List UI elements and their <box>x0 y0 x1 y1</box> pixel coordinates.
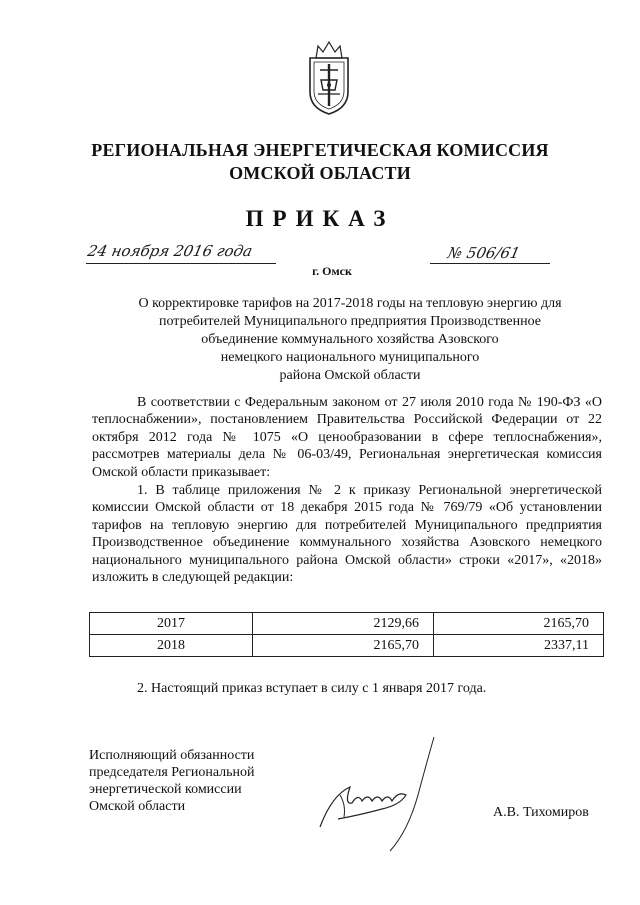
table-cell-value: 2165,70 <box>434 613 604 635</box>
preamble-paragraph: В соответствии с Федеральным законом от 27 июля 2010 года № 190-ФЗ «О теплоснабжении», постановлением Правительства Российской Федерации от 22 октября 2012 года № 1075 «О ценообразовании в сфере теплоснабжения», рассмотрев материалы дела № 06-03/49, Региональная энергетическая комиссия Омской области приказывает: <box>92 395 602 480</box>
document-type-title: ПРИКАЗ <box>245 206 395 231</box>
signer-position-line: энергетической комиссии <box>89 782 242 797</box>
item2-paragraph: 2. Настоящий приказ вступает в силу с 1 января 2017 года. <box>137 681 487 696</box>
subject-line: О корректировке тарифов на 2017-2018 годы на тепловую энергию для <box>138 296 562 311</box>
omsk-coat-of-arms-icon <box>306 40 352 116</box>
table-cell-year: 2018 <box>90 635 253 657</box>
subject-line: потребителей Муниципального предприятия Производственное <box>158 314 542 329</box>
subject-line: района Омской области <box>279 368 421 383</box>
organization-name-line2: ОМСКОЙ ОБЛАСТИ <box>229 163 411 183</box>
signer-position <box>89 747 255 815</box>
table-cell-value: 2337,11 <box>434 635 604 657</box>
table-row <box>90 613 604 635</box>
table-row <box>90 635 604 657</box>
table-cell-value: 2165,70 <box>253 635 434 657</box>
item1-paragraph: 1. В таблице приложения № 2 к приказу Региональной энергетической комиссии Омской области от 18 декабря 2015 года № 769/79 «Об установлении тарифов на тепловую энергию для потребителей Муниципального предприятия Производственное объединение коммунального хозяйства Азовского немецкого национального муниципального района Омской области» строки «2017», «2018» изложить в следующей редакции: <box>92 483 602 586</box>
organization-name-line1: РЕГИОНАЛЬНАЯ ЭНЕРГЕТИЧЕСКАЯ КОМИССИЯ <box>91 140 549 160</box>
city-label: г. Омск <box>312 264 352 278</box>
signer-position-line: председателя Региональной <box>89 765 255 780</box>
handwritten-signature-icon <box>310 735 450 855</box>
subject-line: объединение коммунального хозяйства Азовского <box>201 332 499 347</box>
table-cell-value: 2129,66 <box>253 613 434 635</box>
signer-position-line: Исполняющий обязанности <box>89 748 255 763</box>
handwritten-number: № 506/61 <box>446 244 522 262</box>
signer-name: А.В. Тихомиров <box>493 805 589 820</box>
handwritten-date: 24 ноября 2016 года <box>86 242 255 260</box>
order-subject <box>120 295 580 385</box>
tariff-table <box>89 612 604 657</box>
signer-position-line: Омской области <box>89 799 186 814</box>
subject-line: немецкого национального муниципального <box>220 350 480 365</box>
table-cell-year: 2017 <box>90 613 253 635</box>
